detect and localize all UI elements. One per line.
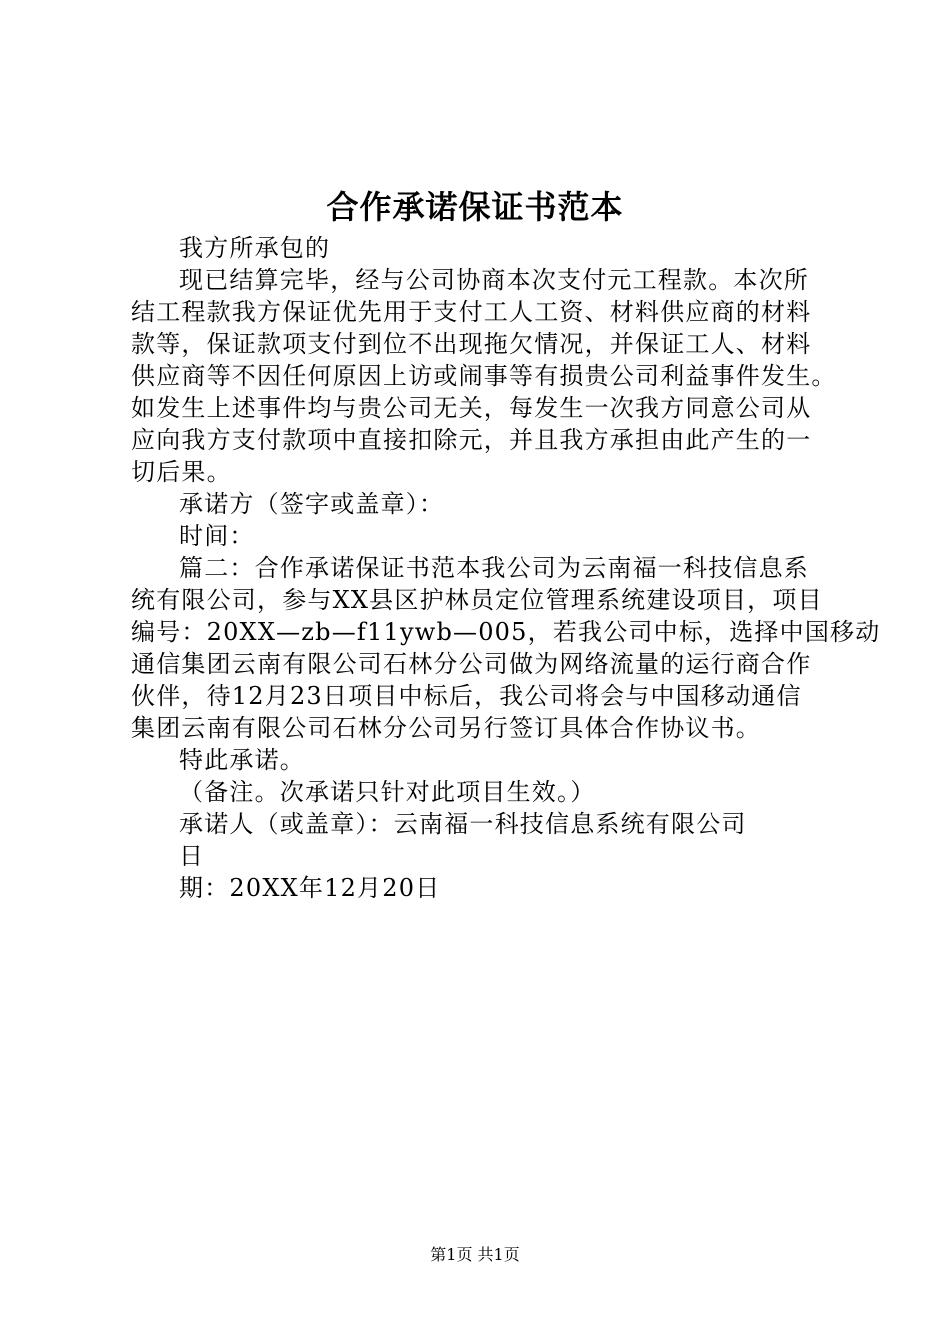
document-line: 我方所承包的 — [179, 234, 331, 262]
document-line: 承诺人（或盖章）：云南福一科技信息系统有限公司 — [179, 810, 747, 838]
document-line: 供应商等不因任何原因上访或闹事等有损贵公司利益事件发生。 — [131, 362, 837, 390]
document-line: 现已结算完毕，经与公司协商本次支付元工程款。本次所 — [179, 266, 809, 294]
document-line: 编号：20XX—zb—f11ywb—005，若我公司中标，选择中国移动 — [131, 618, 881, 646]
document-line: 期：20XX年12月20日 — [179, 874, 441, 902]
document-title: 合作承诺保证书范本 — [326, 188, 624, 226]
document-body — [131, 232, 881, 904]
document-line: 切后果。 — [131, 458, 232, 486]
document-line: 款等，保证款项支付到位不出现拖欠情况，并保证工人、材料 — [131, 330, 812, 358]
document-line: 结工程款我方保证优先用于支付工人工资、材料供应商的材料 — [131, 298, 812, 326]
document-line: 特此承诺。 — [179, 746, 305, 774]
document-line: 统有限公司，参与XX县区护林员定位管理系统建设项目，项目 — [131, 586, 823, 614]
document-line: 通信集团云南有限公司石林分公司做为网络流量的运行商合作 — [131, 650, 812, 678]
document-line: 承诺方（签字或盖章）： — [179, 490, 445, 518]
document-line: 篇二：合作承诺保证书范本我公司为云南福一科技信息系 — [179, 554, 809, 582]
document-line: 如发生上述事件均与贵公司无关，每发生一次我方同意公司从 — [131, 394, 812, 422]
document-line: 日 — [179, 842, 205, 870]
page-footer: 第1页 共1页 — [430, 1245, 520, 1264]
document-line: 应向我方支付款项中直接扣除元，并且我方承担由此产生的一 — [131, 426, 812, 454]
document-line: 集团云南有限公司石林分公司另行签订具体合作协议书。 — [131, 714, 761, 742]
document-line: 时间： — [179, 522, 255, 550]
document-line: （备注。次承诺只针对此项目生效。） — [179, 778, 596, 806]
document-line: 伙伴，待12月23日项目中标后，我公司将会与中国移动通信 — [131, 682, 802, 710]
